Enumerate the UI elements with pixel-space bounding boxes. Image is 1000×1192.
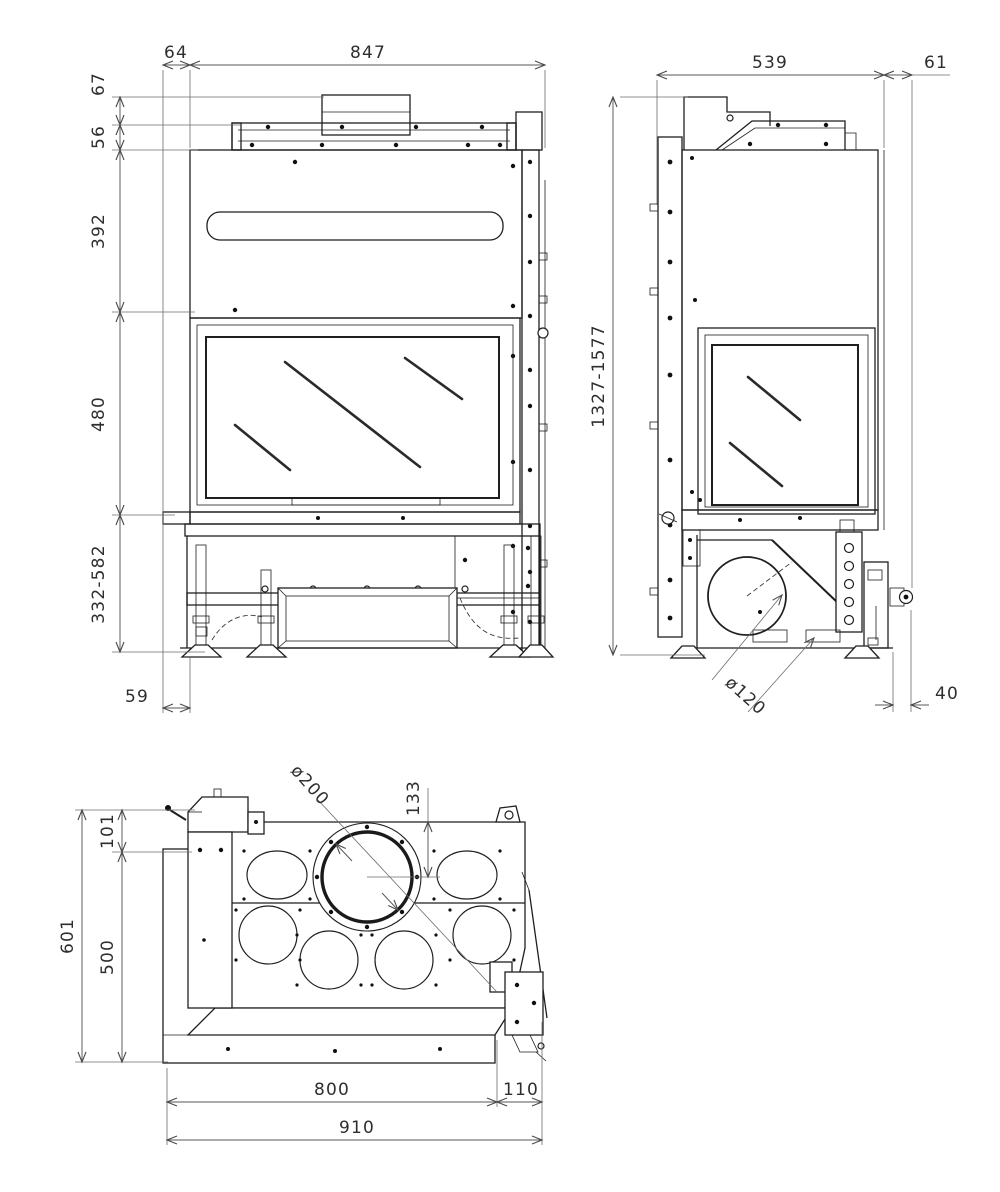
front-flue-collar xyxy=(322,95,410,135)
dim-top-total-width: 910 xyxy=(338,1118,376,1138)
dim-top-body-depth: 500 xyxy=(98,938,118,976)
dim-top-body-width: 800 xyxy=(313,1080,351,1100)
front-right-rail xyxy=(511,150,548,655)
front-base xyxy=(180,524,553,657)
front-foot xyxy=(182,645,221,657)
dim-side-rear-gap: 40 xyxy=(934,684,960,704)
top-front-bevel xyxy=(188,1008,512,1035)
dim-side-height-range: 1327-1577 xyxy=(589,324,609,428)
side-dimensions xyxy=(589,53,959,720)
side-front-rail xyxy=(650,137,682,637)
dim-front-base-offset: 59 xyxy=(124,687,150,707)
dim-front-top-offset: 64 xyxy=(163,43,189,63)
front-glass-door xyxy=(163,318,520,524)
side-view xyxy=(650,97,913,658)
dim-front-base-height-range: 332-582 xyxy=(89,544,109,624)
dim-top-side-extension: 110 xyxy=(502,1080,540,1100)
front-top-plate xyxy=(232,112,542,150)
dim-front-width: 847 xyxy=(349,43,387,63)
dim-top-rear-ledge-depth: 101 xyxy=(98,812,118,850)
dim-side-depth: 539 xyxy=(751,53,789,73)
dim-front-collar-height: 67 xyxy=(89,71,109,97)
top-right-clip xyxy=(496,806,520,822)
front-upper-body xyxy=(190,150,522,318)
dim-top-flue-center-offset: 133 xyxy=(404,779,424,817)
dim-side-duct-diameter: ø120 xyxy=(720,672,770,720)
top-view xyxy=(163,789,547,1063)
dim-front-top-plate-height: 56 xyxy=(89,124,109,150)
dim-top-total-depth: 601 xyxy=(58,917,78,955)
dim-front-upper-body-height: 392 xyxy=(89,212,109,250)
side-base xyxy=(671,510,913,658)
front-foot xyxy=(519,645,553,657)
side-top-step xyxy=(684,97,856,150)
front-view xyxy=(163,95,553,657)
dim-side-rear-offset: 61 xyxy=(923,53,949,73)
side-glass-window xyxy=(698,328,875,514)
dim-front-glass-height: 480 xyxy=(89,395,109,433)
dim-top-flue-diameter: ø200 xyxy=(286,761,334,811)
